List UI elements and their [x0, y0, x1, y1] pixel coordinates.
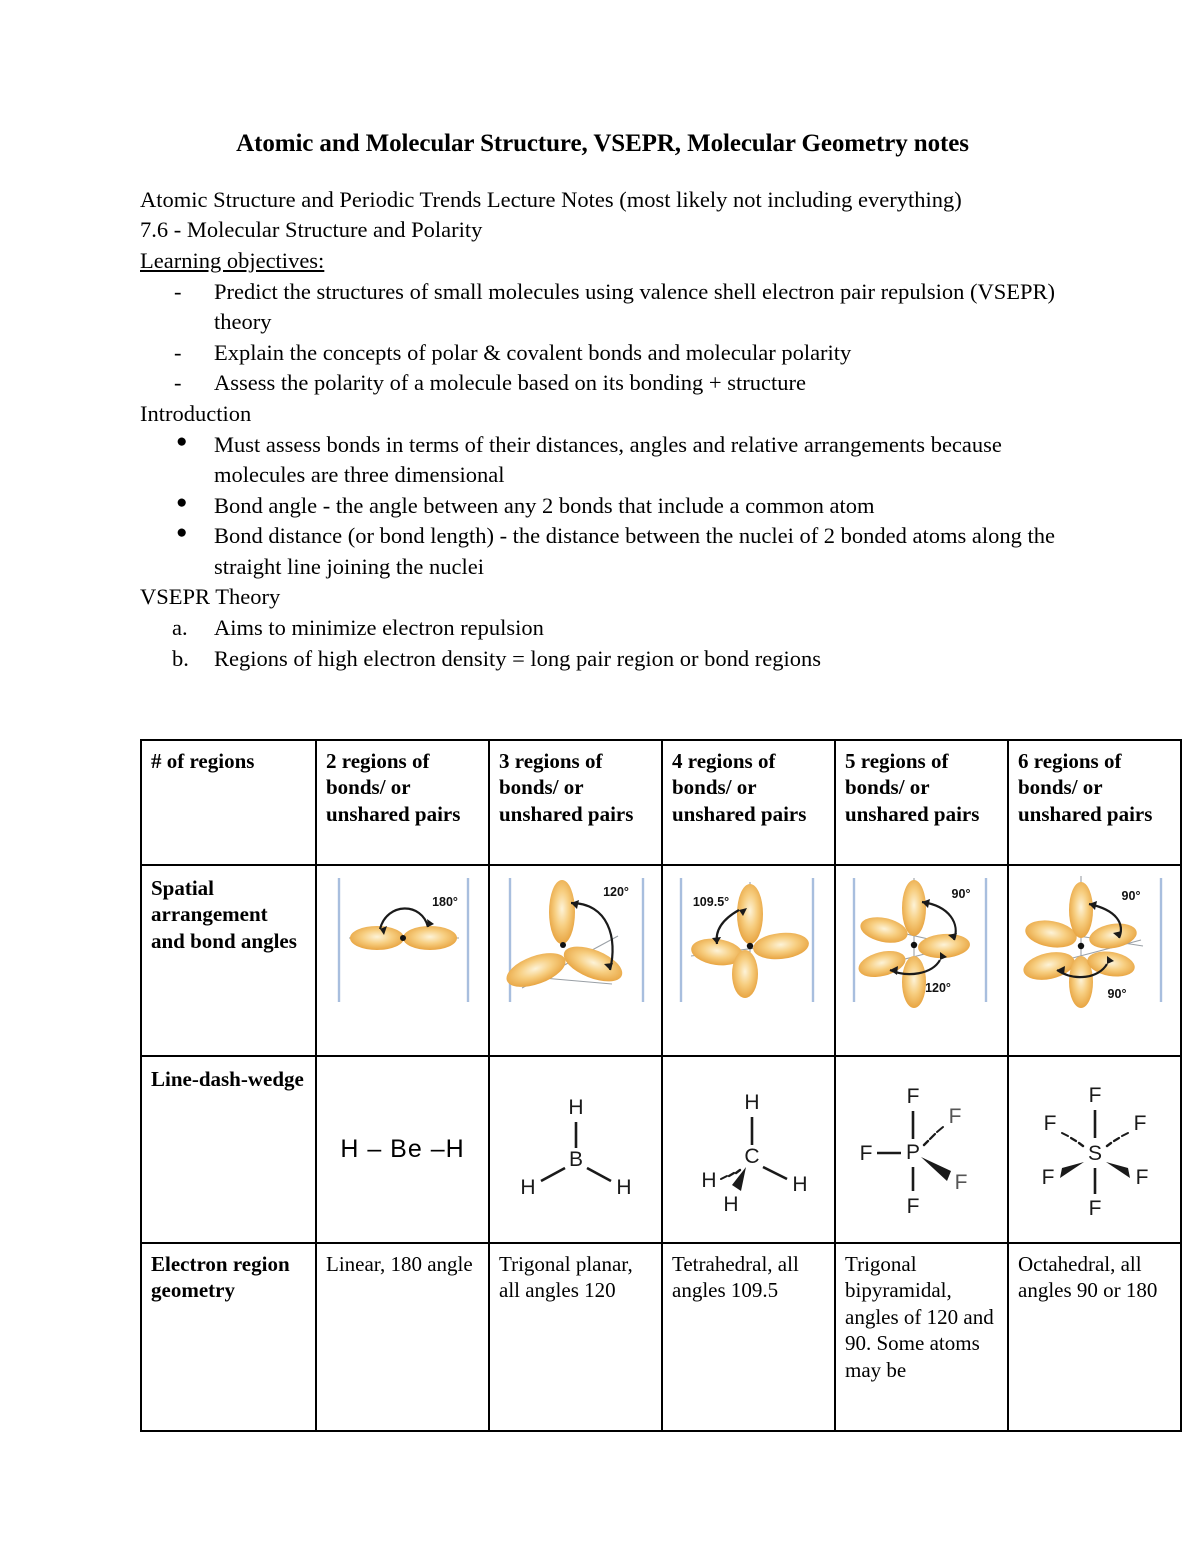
hash-bond [1062, 1133, 1083, 1146]
orbital-cell-tetrahedral [662, 865, 835, 1056]
orbital-cell-bipyramidal [835, 865, 1008, 1056]
atom-label-c: C [743, 1144, 760, 1168]
dash-marker: - [174, 278, 182, 304]
geometry-cell-2: Linear, 180 angle [316, 1243, 489, 1431]
introduction-list [140, 430, 1065, 583]
list-item [140, 430, 1065, 491]
orbital-cell-octahedral [1008, 865, 1181, 1056]
atom-label-h: H [791, 1172, 808, 1196]
hash-bond [924, 1127, 943, 1145]
alpha-marker: a. [172, 615, 188, 641]
table-row-geometry [141, 1243, 1181, 1431]
table-row-header [141, 740, 1181, 865]
column-header-5: 5 regions of bonds/ or unshared pairs [835, 740, 1008, 865]
introduction-heading: Introduction [140, 400, 252, 426]
orbital-cell-linear [316, 865, 489, 1056]
list-item [140, 491, 1065, 522]
orbital-diagram-tetrahedral [663, 866, 834, 1042]
list-item [140, 338, 1065, 369]
angle-label: 120° [924, 981, 951, 995]
atom-label-f: F [1043, 1111, 1056, 1135]
structure-cell-beh2 [316, 1056, 489, 1243]
hash-bond [721, 1170, 740, 1179]
geometry-cell-5: Trigonal bipyramidal, angles of 120 and 90. Some atoms may be [835, 1243, 1008, 1431]
structure-diagram-sf6 [1009, 1064, 1180, 1236]
bullet-icon: ● [176, 491, 188, 513]
learning-objectives-list [140, 277, 1065, 399]
list-item [140, 613, 1065, 644]
learning-objectives-heading: Learning objectives: [140, 247, 325, 273]
atom-label-f: F [948, 1104, 961, 1128]
geometry-cell-4: Tetrahedral, all angles 109.5 [662, 1243, 835, 1431]
angle-label: 90° [1107, 987, 1126, 1001]
list-item-text: Bond distance (or bond length) - the distance between the nuclei of 2 bonded atoms along the straight line joining the nuclei [214, 523, 1056, 579]
geometry-cell-3: Trigonal planar, all angles 120 [489, 1243, 662, 1431]
row-label-spatial: Spatial arrangement and bond angles [141, 865, 316, 1056]
table-row-spatial [141, 865, 1181, 1056]
document-body [140, 130, 1065, 674]
structure-cell-bh3 [489, 1056, 662, 1243]
atom-label-f: F [1041, 1165, 1054, 1189]
structure-cell-ch4 [662, 1056, 835, 1243]
atom-label-f: F [1088, 1083, 1101, 1107]
dash-marker: - [174, 370, 182, 396]
list-item-text: Predict the structures of small molecules using valence shell electron pair repulsion (VSEPR) theory [214, 278, 1056, 335]
wedge-bond [921, 1157, 951, 1181]
intro-line-1: Atomic Structure and Periodic Trends Lecture Notes (most likely not including everything) [140, 186, 962, 212]
atom-label-f: F [1135, 1165, 1148, 1189]
angle-label: 120° [602, 885, 629, 899]
list-item [140, 368, 1065, 399]
list-item-text: Explain the concepts of polar & covalent bonds and molecular polarity [214, 339, 852, 365]
row-label-geometry: Electron region geometry [141, 1243, 316, 1431]
angle-label: 180° [431, 895, 458, 909]
structure-label-beh2: H – Be –H [340, 1134, 465, 1163]
list-item-text: Bond angle - the angle between any 2 bonds that include a common atom [214, 492, 875, 518]
alpha-marker: b. [172, 645, 189, 671]
atom-label-h: H [700, 1168, 717, 1192]
orbital-diagram-octahedral [1009, 866, 1180, 1042]
atom-label-h: H [567, 1095, 584, 1119]
orbital-diagram-trigonal [490, 866, 661, 1042]
column-header-2: 2 regions of bonds/ or unshared pairs [316, 740, 489, 865]
dash-marker: - [174, 339, 182, 365]
list-item-text: Assess the polarity of a molecule based on its bonding + structure [214, 370, 806, 396]
vsepr-table [140, 739, 1182, 1432]
structure-diagram-beh2 [317, 1064, 488, 1236]
column-header-4: 4 regions of bonds/ or unshared pairs [662, 740, 835, 865]
atom-label-f: F [1088, 1196, 1101, 1218]
intro-line-2: 7.6 - Molecular Structure and Polarity [140, 217, 483, 243]
wedge-bond [1060, 1162, 1084, 1178]
structure-cell-pf5 [835, 1056, 1008, 1243]
structure-diagram-bh3 [490, 1064, 661, 1236]
list-item [140, 644, 1065, 675]
list-item-text: Aims to minimize electron repulsion [214, 615, 544, 641]
atom-label-f: F [1133, 1111, 1146, 1135]
list-item [140, 277, 1065, 338]
bullet-icon: ● [176, 522, 188, 544]
wedge-bond [1106, 1162, 1130, 1178]
angle-label: 90° [1121, 889, 1140, 903]
structure-cell-sf6 [1008, 1056, 1181, 1243]
vsepr-heading: VSEPR Theory [140, 584, 281, 610]
atom-label-p: P [905, 1140, 920, 1164]
atom-label-s: S [1087, 1141, 1102, 1165]
table-row-structure [141, 1056, 1181, 1243]
structure-diagram-ch4 [663, 1064, 834, 1236]
row-label-structure: Line-dash-wedge [141, 1056, 316, 1243]
vsepr-list [140, 613, 1065, 674]
atom-label-f: F [906, 1194, 919, 1217]
atom-label-f: F [859, 1141, 872, 1165]
atom-label-h: H [743, 1090, 760, 1114]
list-item-text: Regions of high electron density = long pair region or bond regions [214, 645, 821, 671]
angle-label: 90° [951, 887, 970, 901]
orbital-diagram-linear [317, 866, 488, 1042]
list-item [140, 521, 1065, 582]
column-header-3: 3 regions of bonds/ or unshared pairs [489, 740, 662, 865]
page-title: Atomic and Molecular Structure, VSEPR, Molecular Geometry notes [236, 130, 969, 157]
atom-label-b: B [568, 1147, 583, 1171]
row-label-regions: # of regions [141, 740, 316, 865]
atom-label-f: F [954, 1170, 967, 1194]
atom-label-h: H [519, 1175, 536, 1199]
atom-label-h: H [615, 1175, 632, 1199]
structure-diagram-pf5 [836, 1064, 1007, 1236]
angle-label: 109.5° [692, 895, 729, 909]
orbital-cell-trigonal [489, 865, 662, 1056]
atom-label-h: H [722, 1192, 739, 1213]
atom-label-f: F [906, 1084, 919, 1108]
orbital-diagram-bipyramidal [836, 866, 1007, 1042]
hash-bond [1107, 1133, 1128, 1146]
geometry-cell-6: Octahedral, all angles 90 or 180 [1008, 1243, 1181, 1431]
list-item-text: Must assess bonds in terms of their distances, angles and relative arrangements because molecules are three dimensional [214, 431, 1002, 488]
bullet-icon: ● [176, 430, 188, 452]
column-header-6: 6 regions of bonds/ or unshared pairs [1008, 740, 1181, 865]
